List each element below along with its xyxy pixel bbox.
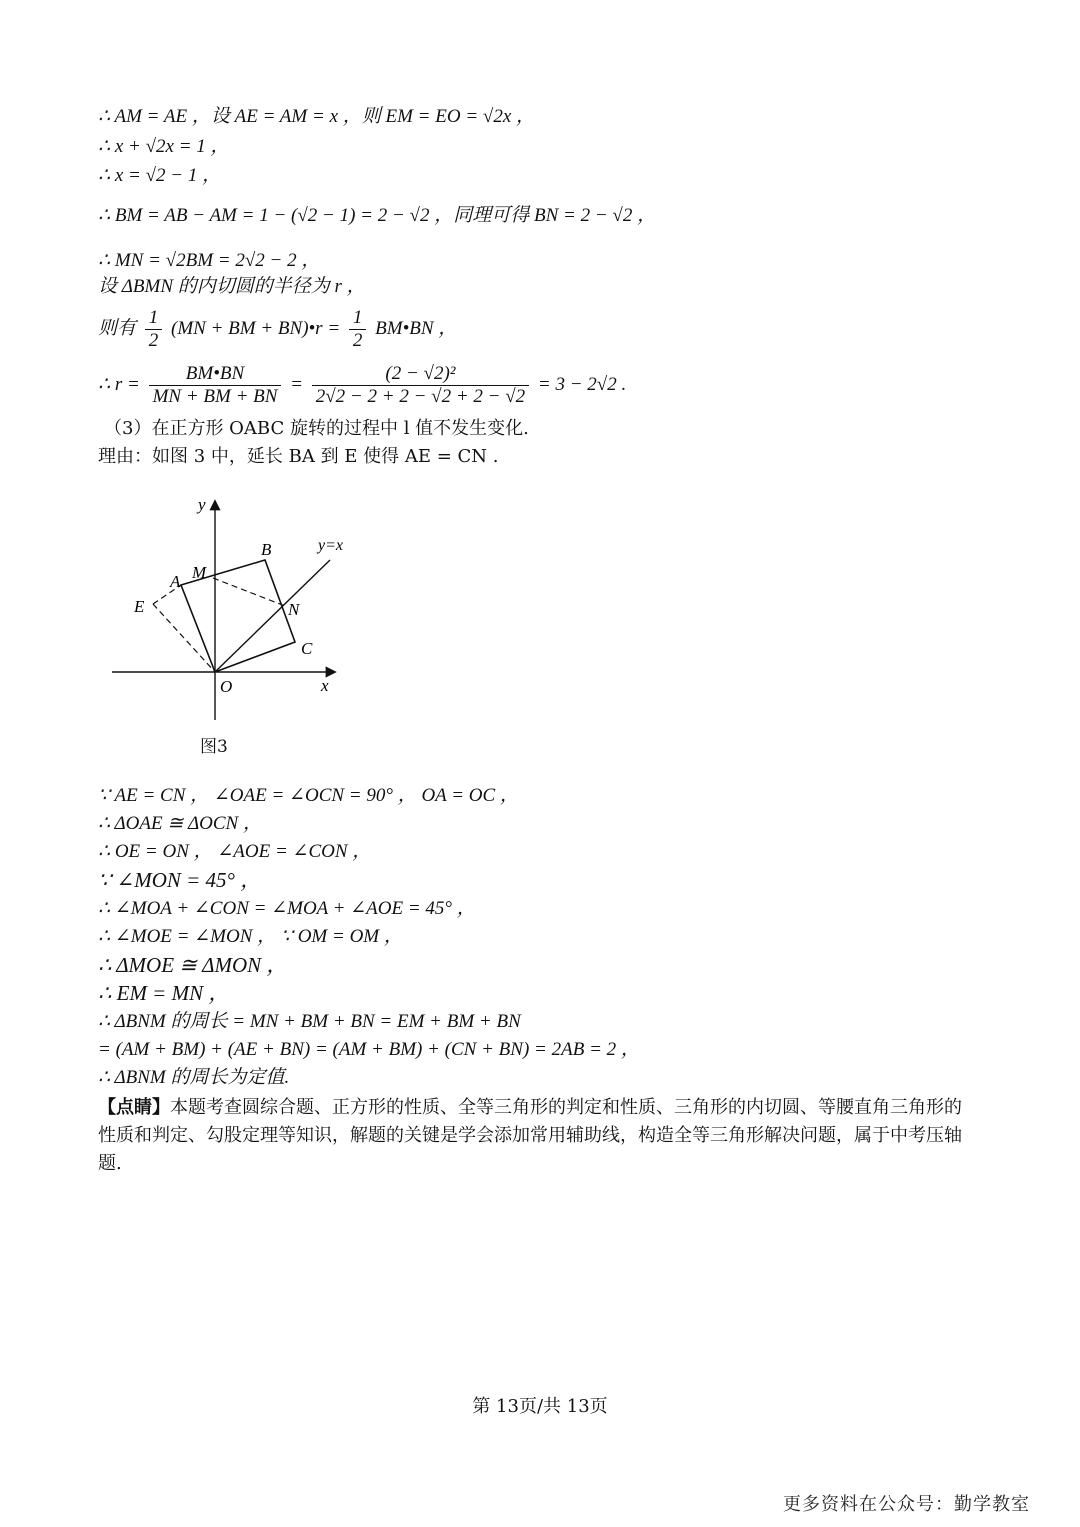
dashed-m-n	[213, 578, 285, 606]
label-line-yx: y=x	[318, 537, 343, 554]
r-den-2: 2√2 − 2 + 2 − √2 + 2 − √2	[315, 386, 526, 408]
proof-line-6: ∴ ∠MOE = ∠MON ， ∵ OM = OM ，	[98, 926, 403, 947]
r-formula-prefix: ∴ r =	[98, 374, 140, 395]
area-formula	[98, 306, 457, 352]
comment-tag: 【点睛】	[98, 1097, 170, 1118]
solution-line-3: ∴ x = √2 − 1 ，	[98, 165, 222, 186]
r-formula-result: = 3 − 2√2 .	[537, 374, 627, 395]
area-formula-tail: BM•BN ，	[375, 318, 458, 339]
label-b: B	[261, 540, 272, 559]
proof-line-7: ∴ ΔMOE ≅ ΔMON ，	[98, 953, 288, 977]
proof-line-2: ∴ ΔOAE ≅ ΔOCN ，	[98, 813, 262, 834]
label-c: C	[301, 639, 313, 658]
half-den-2: 2	[352, 330, 363, 352]
proof-line-11: ∴ ΔBNM 的周长为定值.	[98, 1067, 290, 1088]
label-x: x	[321, 676, 329, 695]
half-den: 2	[148, 330, 159, 352]
solution-line-2: ∴ x + √2x = 1 ，	[98, 136, 230, 157]
label-e: E	[134, 597, 145, 616]
label-m: M	[192, 563, 207, 582]
label-o: O	[220, 677, 233, 696]
comment-text: 本题考查圆综合题、正方形的性质、全等三角形的判定和性质、三角形的内切圆、等腰直角三角形的性质和判定、勾股定理等知识，解题的关键是学会添加常用辅助线，构造全等三角形解决问题，属于中考压轴题.	[98, 1097, 962, 1174]
half-num: 1	[145, 307, 163, 330]
line-y-eq-x	[215, 560, 330, 672]
r-den-1: MN + BM + BN	[152, 386, 278, 408]
dashed-e-o	[153, 604, 215, 672]
label-y: y	[198, 495, 206, 514]
r-fraction-1	[149, 363, 282, 408]
figure-3	[108, 490, 368, 770]
proof-line-1: ∵ AE = CN ， ∠OAE = ∠OCN = 90° ， OA = OC ，	[98, 785, 519, 806]
r-num-1: BM•BN	[149, 363, 282, 386]
figure-caption: 图3	[200, 737, 228, 757]
label-a: A	[170, 572, 181, 591]
proof-line-3: ∴ OE = ON ， ∠AOE = ∠CON ，	[98, 841, 372, 862]
watermark: 更多资料在公众号：勤学教室	[783, 1494, 1030, 1515]
half-fraction-2	[349, 307, 367, 352]
r-fraction-2	[312, 363, 529, 408]
proof-line-10: = (AM + BM) + (AE + BN) = (AM + BM) + (CN + BN) = 2AB = 2 ，	[98, 1039, 640, 1060]
reason-statement: 理由：如图 3 中，延长 BA 到 E 使得 AE = CN .	[98, 446, 499, 467]
r-num-2: (2 − √2)²	[312, 363, 529, 386]
comment-block	[98, 1094, 978, 1178]
r-formula: ∴ r = $\frac{BM•BN}{MN + BM + BN}$ = $\frac{\text{(2 − √2)²}}{2√2 - 2 + 2 - √2 + 2 - √2}$ = 3 − 2√2 .	[98, 363, 627, 408]
proof-line-9: ∴ ΔBNM 的周长 = MN + BM + BN = EM + BM + BN	[98, 1011, 521, 1032]
solution-line-5: ∴ MN = √2BM = 2√2 − 2 ，	[98, 250, 321, 271]
proof-line-5: ∴ ∠MOA + ∠CON = ∠MOA + ∠AOE = 45° ，	[98, 898, 476, 919]
half-num-2: 1	[349, 307, 367, 330]
solution-line-4: ∴ BM = AB − AM = 1 − (√2 − 1) = 2 − √2 ，同理可得 BN = 2 − √2 ，	[98, 205, 657, 226]
part3-statement: （3）在正方形 OABC 旋转的过程中 l 值不发生变化.	[104, 418, 529, 439]
solution-line-1: ∴ AM = AE ，设 AE = AM = x ，则 EM = EO = √2x ，	[98, 106, 536, 127]
solution-line-6: 设 ΔBMN 的内切圆的半径为 r ，	[98, 276, 366, 297]
proof-line-8: ∴ EM = MN ，	[98, 981, 230, 1005]
page-footer: 第 13页/共 13页	[472, 1396, 608, 1417]
proof-line-4: ∵ ∠MON = 45° ，	[98, 868, 262, 892]
half-fraction	[145, 307, 163, 352]
area-formula-mid: (MN + BM + BN)•r =	[171, 318, 341, 339]
area-formula-prefix: 则有	[98, 318, 137, 339]
label-n: N	[288, 600, 300, 619]
